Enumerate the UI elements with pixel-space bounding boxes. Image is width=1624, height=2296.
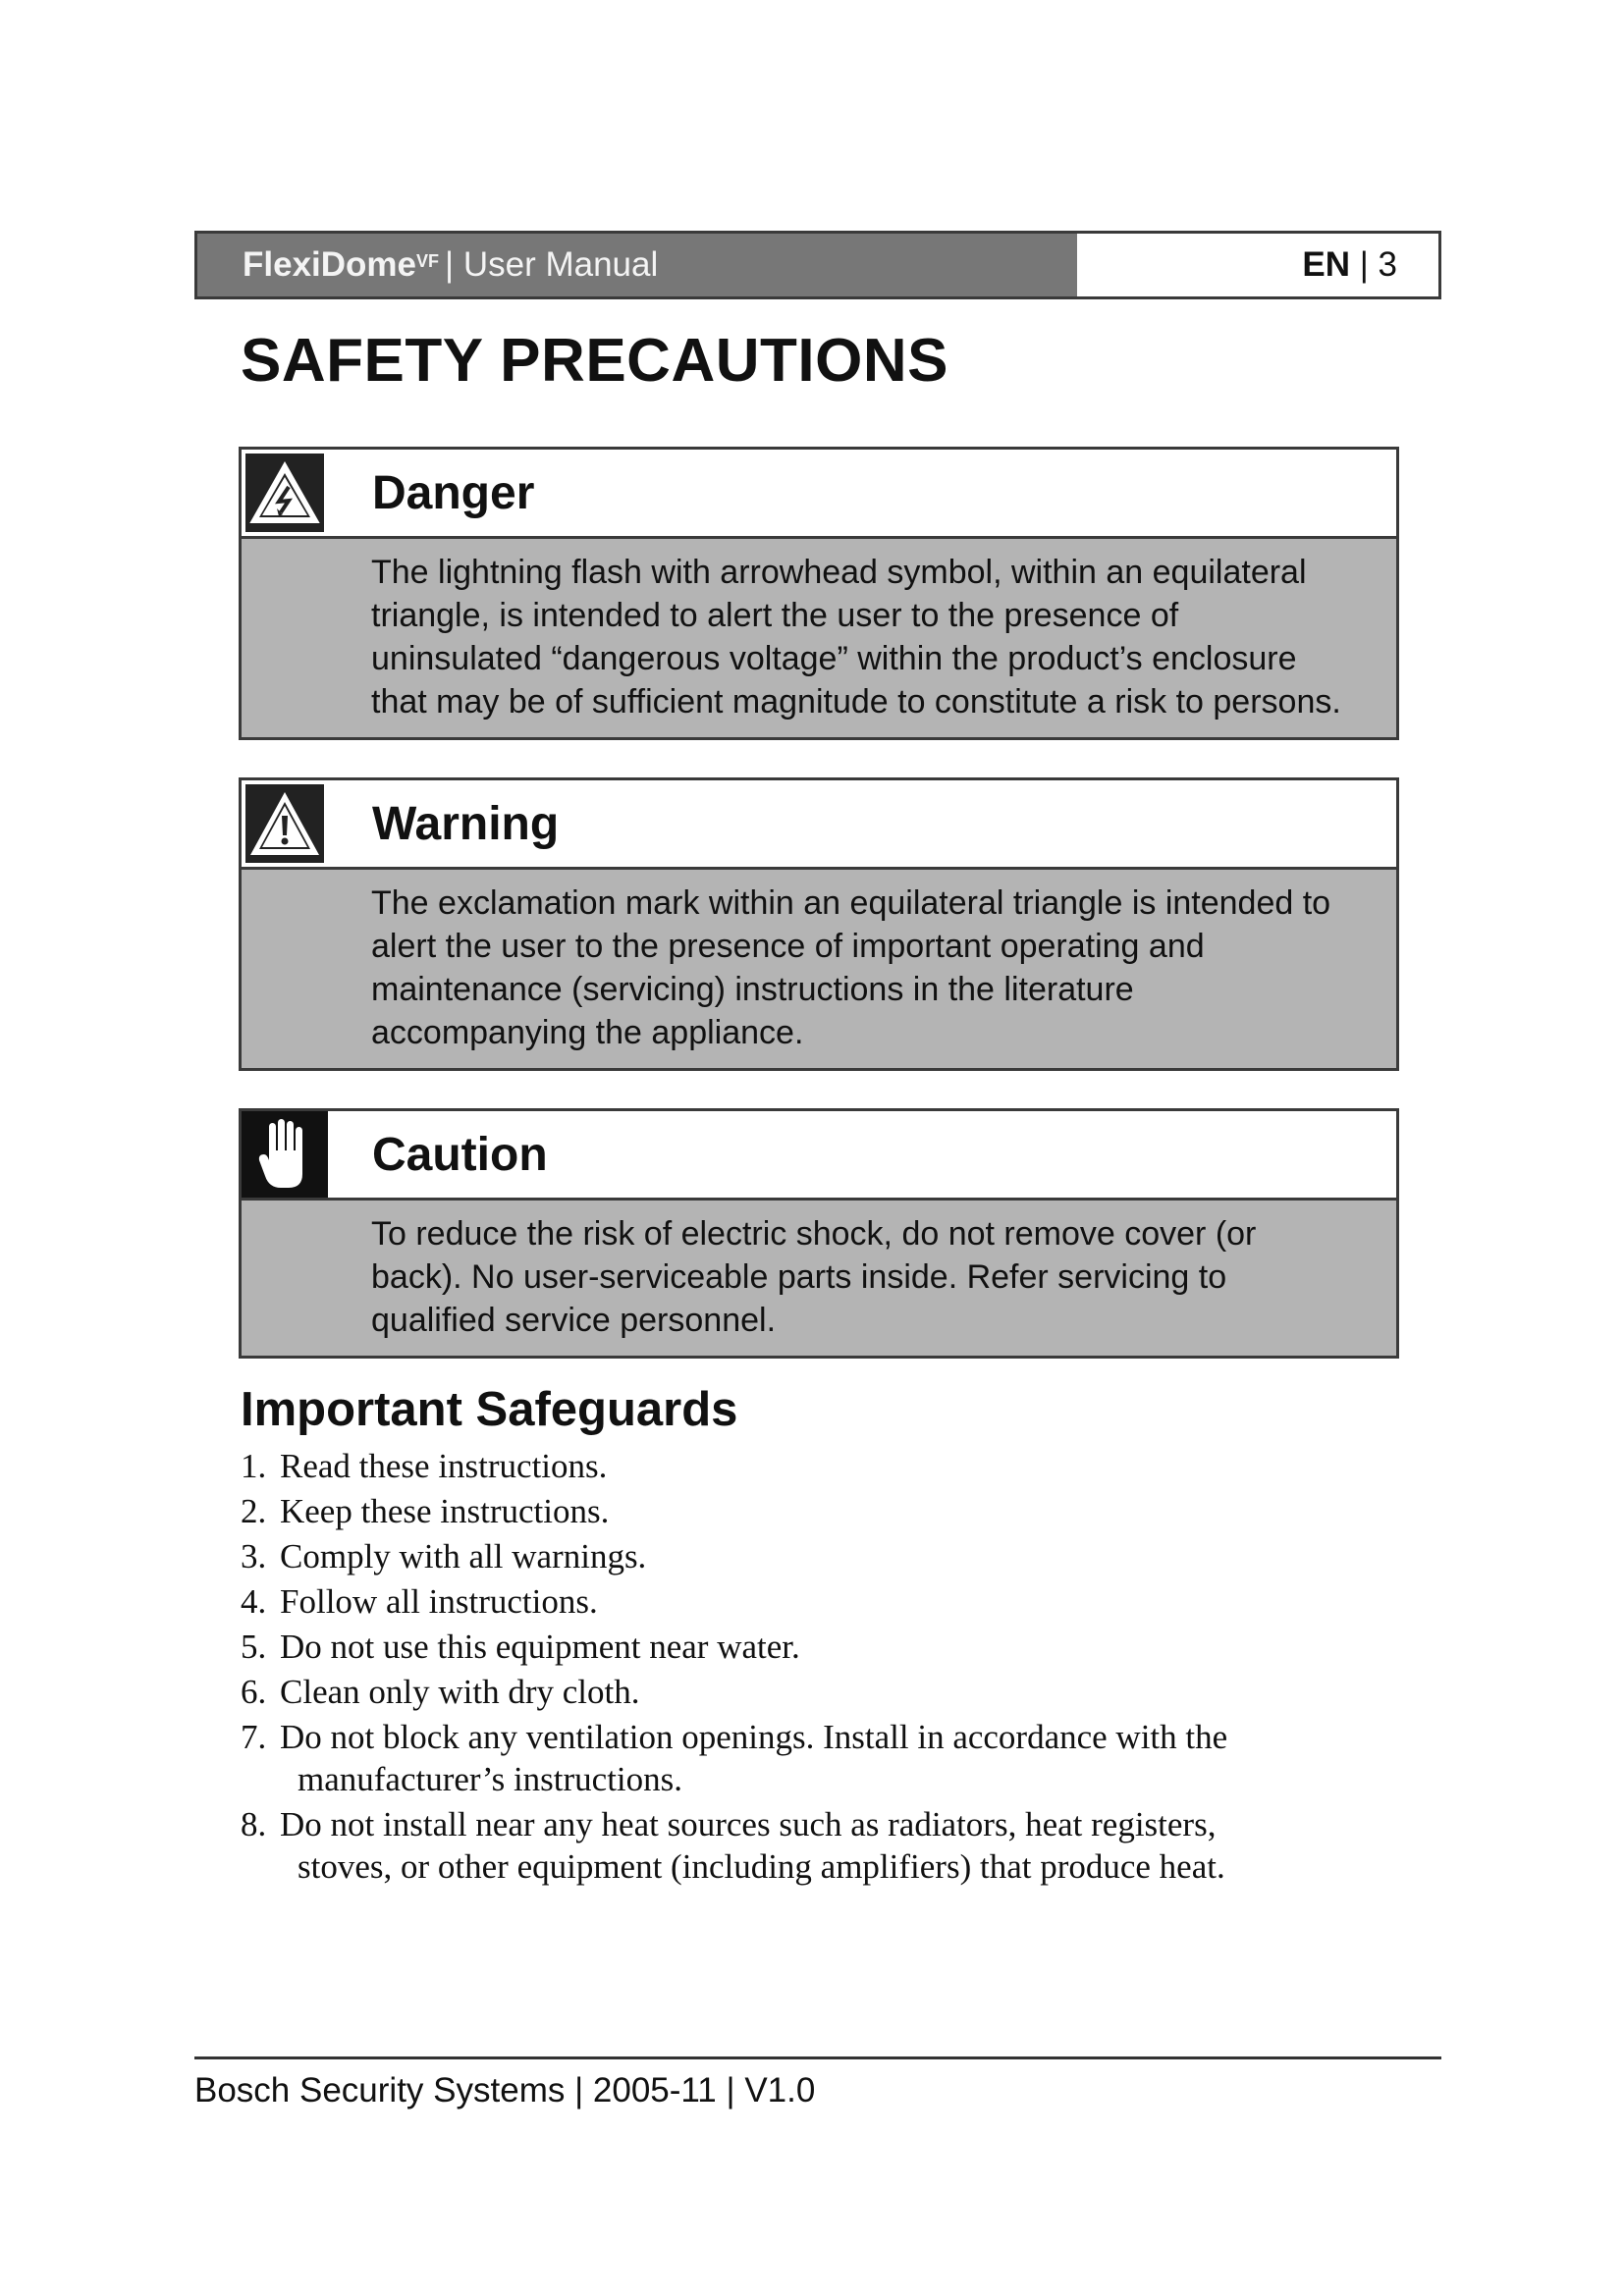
- warning-notice: [239, 777, 1399, 1071]
- header-page-info: [1077, 234, 1438, 296]
- language-code: EN: [1302, 245, 1350, 284]
- page-title: SAFETY PRECAUTIONS: [241, 327, 948, 395]
- item-number: 5.: [241, 1628, 267, 1666]
- page-info-separator: |: [1359, 245, 1369, 284]
- footer-separator: |: [726, 2071, 735, 2109]
- item-number: 3.: [241, 1537, 267, 1575]
- header-title: [197, 234, 1077, 296]
- danger-body: [242, 539, 1396, 737]
- item-text: Comply with all warnings.: [280, 1537, 647, 1575]
- warning-line: accompanying the appliance.: [371, 1014, 804, 1051]
- caution-line: back). No user-serviceable parts inside. Refer servicing to: [371, 1258, 1227, 1296]
- item-number: 6.: [241, 1673, 267, 1711]
- list-item: [241, 1580, 1380, 1623]
- caution-notice: [239, 1108, 1399, 1359]
- danger-line: triangle, is intended to alert the user to the presence of: [371, 597, 1179, 634]
- warning-line: The exclamation mark within an equilateral triangle is intended to: [371, 884, 1331, 922]
- item-text: Do not use this equipment near water.: [280, 1628, 800, 1666]
- item-text: Clean only with dry cloth.: [280, 1673, 640, 1711]
- danger-notice-header: [242, 450, 1396, 539]
- item-text-wrapper: [280, 1716, 1380, 1800]
- safeguards-list: [241, 1445, 1380, 1891]
- item-text: Do not block any ventilation openings. Install in accordance with the: [280, 1718, 1228, 1756]
- footer-company: Bosch Security Systems: [194, 2071, 566, 2109]
- item-number: 8.: [241, 1805, 267, 1843]
- item-text: Do not install near any heat sources such as radiators, heat registers,: [280, 1805, 1217, 1843]
- list-item: [241, 1490, 1380, 1532]
- list-item: [241, 1445, 1380, 1487]
- danger-notice: [239, 447, 1399, 740]
- warning-line: alert the user to the presence of important operating and: [371, 928, 1205, 965]
- footer-divider: [194, 2056, 1441, 2059]
- caution-body: [242, 1201, 1396, 1356]
- brand-name: FlexiDome: [243, 245, 416, 284]
- caution-title: Caution: [372, 1128, 548, 1181]
- warning-title: Warning: [372, 797, 560, 850]
- item-number: 1.: [241, 1447, 267, 1485]
- danger-line: The lightning flash with arrowhead symbol, within an equilateral: [371, 554, 1307, 591]
- page-number: 3: [1378, 245, 1397, 284]
- item-text-wrapper: [280, 1803, 1380, 1888]
- exclamation-triangle-icon: [242, 780, 328, 867]
- header-separator: |: [445, 245, 455, 284]
- danger-line: uninsulated “dangerous voltage” within the product’s enclosure: [371, 640, 1297, 677]
- list-item: [241, 1716, 1380, 1800]
- item-text: Read these instructions.: [280, 1447, 608, 1485]
- warning-line: maintenance (servicing) instructions in the literature: [371, 971, 1134, 1008]
- stop-hand-icon: [242, 1111, 328, 1198]
- footer-version: V1.0: [744, 2071, 816, 2109]
- footer: [194, 2071, 815, 2110]
- list-item: [241, 1535, 1380, 1577]
- brand-superscript: VF: [416, 250, 440, 271]
- footer-date: 2005-11: [592, 2071, 717, 2109]
- item-text: Keep these instructions.: [280, 1492, 610, 1530]
- caution-notice-header: [242, 1111, 1396, 1201]
- caution-line: To reduce the risk of electric shock, do not remove cover (or: [371, 1215, 1257, 1253]
- danger-title: Danger: [372, 466, 535, 519]
- item-number: 2.: [241, 1492, 267, 1530]
- item-number: 7.: [241, 1718, 267, 1756]
- footer-separator: |: [574, 2071, 584, 2109]
- warning-body: [242, 870, 1396, 1068]
- item-text-continued: stoves, or other equipment (including amplifiers) that produce heat.: [298, 1847, 1225, 1886]
- item-number: 4.: [241, 1582, 267, 1621]
- danger-line: that may be of sufficient magnitude to constitute a risk to persons.: [371, 683, 1341, 721]
- header-bar: [194, 231, 1441, 299]
- list-item: [241, 1803, 1380, 1888]
- list-item: [241, 1671, 1380, 1713]
- lightning-triangle-icon: [242, 450, 328, 536]
- safeguards-title: Important Safeguards: [241, 1383, 738, 1436]
- item-text-continued: manufacturer’s instructions.: [298, 1760, 683, 1798]
- warning-notice-header: [242, 780, 1396, 870]
- item-text: Follow all instructions.: [280, 1582, 598, 1621]
- list-item: [241, 1626, 1380, 1668]
- caution-line: qualified service personnel.: [371, 1302, 777, 1339]
- doc-type: User Manual: [462, 245, 659, 284]
